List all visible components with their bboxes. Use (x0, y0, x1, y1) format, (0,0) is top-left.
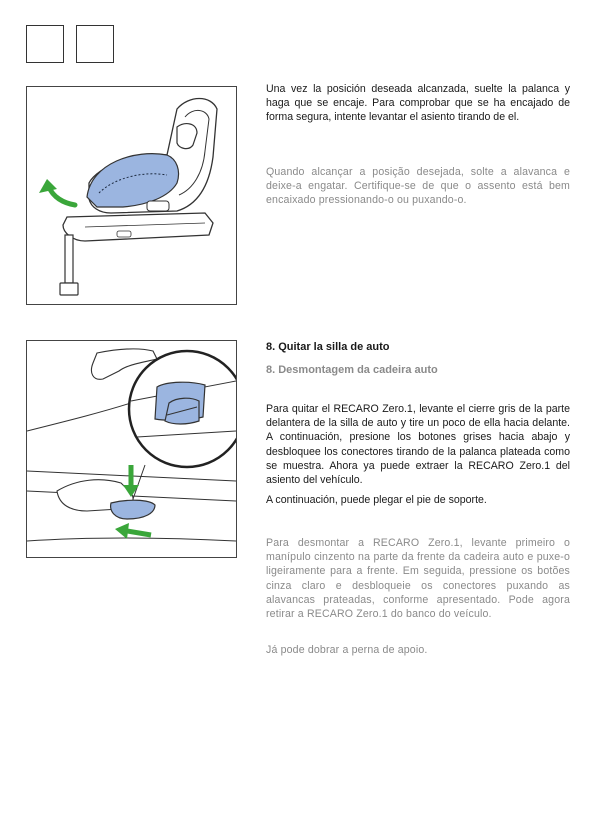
section2-para2-es: A continuación, puede plegar el pie de soporte. (266, 494, 487, 506)
seat-base-illustration (26, 86, 237, 305)
seat-removal-illustration (26, 340, 237, 558)
section1-text-es: Una vez la posición deseada alcanzada, suelte la palanca y haga que se encaje. Para comprobar que se ha encajado de forma segura, intente levantar el asiento tirando de el. (266, 83, 570, 124)
section2-para1-pt: Para desmontar a RECARO Zero.1, levante primeiro o manípulo cinzento na parte da frente da cadeira auto e puxe-o ligeiramente para a frente. Em seguida, pressione os botões cinza claro e desbloqueie os conectores puxando as alavancas prateadas, conforme apresentado. Pode agora retirar a RECARO Zero.1 do banco do veículo. (266, 537, 570, 621)
page-tab-box-2 (76, 25, 114, 63)
section1-text-pt: Quando alcançar a posição desejada, solte a alavanca e deixe-a engatar. Certifique-se de que o assento está bem encaixado pressionando-o ou puxando-o. (266, 166, 570, 207)
section2-para1-es: Para quitar el RECARO Zero.1, levante el cierre gris de la parte delantera de la silla de auto y tire un poco de ella hacia delante. A continuación, presione los botones grises hacia abajo y desbloquee los conectores tirando de la palanca plateada como se muestra. Ahora ya puede extraer la RECARO Zero.1 del asiento del vehículo. (266, 403, 570, 487)
section2-heading-pt: 8. Desmontagem da cadeira auto (266, 364, 438, 376)
section2-heading-es: 8. Quitar la silla de auto (266, 341, 390, 353)
page-tab-box-1 (26, 25, 64, 63)
section2-para2-pt: Já pode dobrar a perna de apoio. (266, 644, 428, 656)
